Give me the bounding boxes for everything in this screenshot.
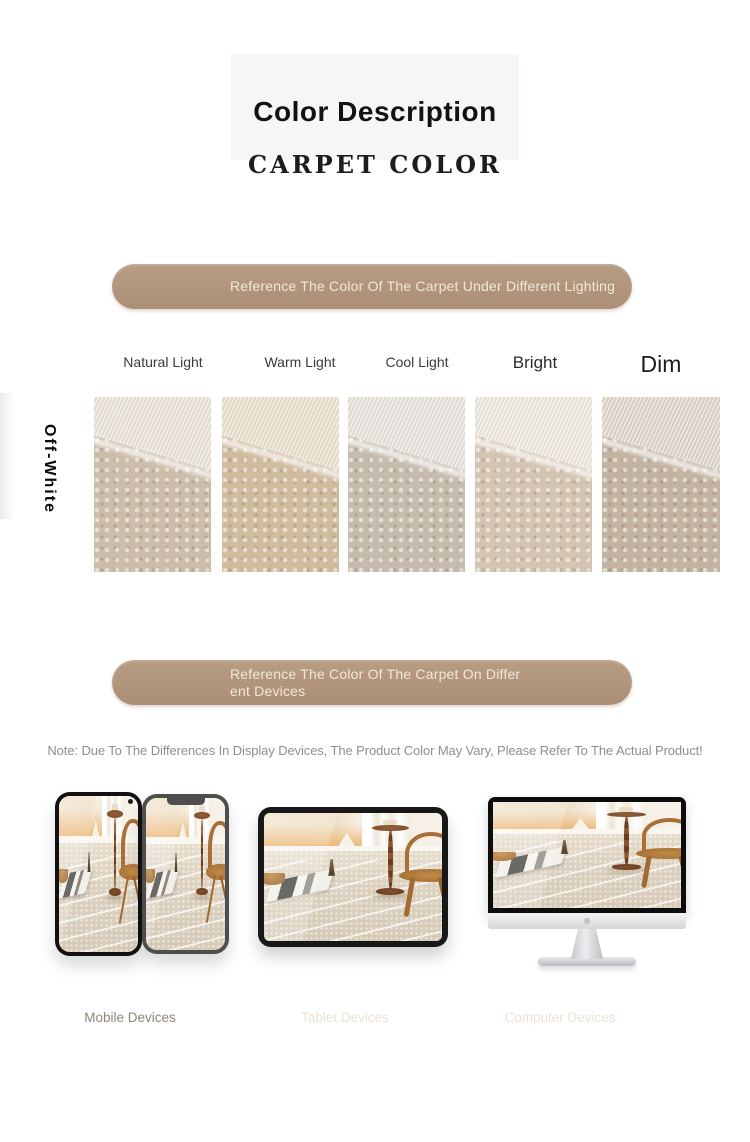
bell-ornament xyxy=(174,853,177,873)
baseboard xyxy=(146,837,225,848)
curtain xyxy=(596,802,647,833)
floor-lamp xyxy=(333,832,360,854)
wooden-chair xyxy=(208,821,225,924)
magazine xyxy=(59,868,92,899)
lighting-banner: Reference The Color Of The Carpet Under Different Lighting xyxy=(112,264,632,309)
side-table xyxy=(192,812,213,909)
device-label-mobile-devices: Mobile Devices xyxy=(84,1010,176,1025)
swatch-fold-highlight xyxy=(602,433,720,483)
baseboard xyxy=(264,846,442,855)
cup xyxy=(383,820,397,827)
carpet-stripes xyxy=(264,860,442,941)
monitor-stand xyxy=(571,929,603,959)
lighting-label-natural-light: Natural Light xyxy=(123,354,203,370)
swatch-fold-highlight xyxy=(475,433,592,482)
cup xyxy=(199,806,205,814)
wooden-chair xyxy=(405,832,442,919)
sunlight-glow xyxy=(146,811,192,842)
carpet xyxy=(264,851,442,941)
magazine xyxy=(146,869,179,900)
camera-icon xyxy=(128,799,133,804)
carpet xyxy=(59,843,138,952)
tablet-screen xyxy=(264,813,442,941)
curtain xyxy=(102,796,123,842)
devices-banner xyxy=(112,660,632,705)
tablet-mockup xyxy=(258,807,448,947)
carpet-swatch-dim xyxy=(602,397,720,572)
carpet-swatch-natural-light xyxy=(94,397,211,572)
cup xyxy=(112,804,118,812)
lighting-label-dim: Dim xyxy=(640,351,682,377)
wall xyxy=(59,796,138,847)
bell-ornament xyxy=(561,840,569,854)
fruit-bowl xyxy=(493,852,516,862)
magazine xyxy=(265,868,334,902)
page-subtitle: CARPET COLOR xyxy=(248,150,502,179)
floor-lamp xyxy=(177,821,189,847)
carpet xyxy=(493,834,681,908)
carpet-stripes xyxy=(59,854,138,952)
cup xyxy=(619,807,634,812)
monitor-screen xyxy=(493,802,681,908)
page-title: Color Description xyxy=(253,96,497,127)
room-scene xyxy=(264,813,442,941)
room-scene xyxy=(493,802,681,908)
color-row-label: Off-White xyxy=(41,424,58,514)
floor-lamp xyxy=(566,818,594,836)
fruit-bowl xyxy=(264,873,285,885)
wooden-chair xyxy=(642,818,681,890)
carpet-stripes xyxy=(146,854,225,950)
sunlight-glow xyxy=(493,811,602,833)
room-scene xyxy=(146,798,225,950)
display-difference-note: Note: Due To The Differences In Display Devices, The Product Color May Vary, Please Refer To The Actual Product! xyxy=(47,743,703,758)
carpet-stripes xyxy=(493,841,681,908)
sunlight-glow xyxy=(59,809,105,841)
swatch-fold-highlight xyxy=(222,433,339,482)
lighting-label-bright: Bright xyxy=(512,353,558,372)
room-scene xyxy=(59,796,138,952)
side-table xyxy=(367,825,413,907)
computer-mockup xyxy=(488,797,686,966)
wall xyxy=(493,802,681,837)
floor-lamp xyxy=(90,820,102,847)
mobile-phone-mockup-2 xyxy=(142,794,229,954)
carpet xyxy=(146,844,225,950)
monitor-bezel xyxy=(488,797,686,913)
left-shade xyxy=(0,393,16,519)
carpet-swatch-bright xyxy=(475,397,592,572)
monitor-chin xyxy=(488,913,686,929)
phone-screen xyxy=(146,798,225,950)
wall xyxy=(264,813,442,855)
logo-icon xyxy=(584,918,590,924)
bell-ornament xyxy=(87,852,90,872)
carpet-swatch-warm-light xyxy=(222,397,339,572)
side-table xyxy=(105,810,126,910)
lighting-label-cool-light: Cool Light xyxy=(385,354,449,370)
device-label-computer-devices: Computer Devices xyxy=(504,1010,616,1025)
wooden-chair xyxy=(121,819,138,925)
fruit-bowl xyxy=(146,869,155,883)
curtain xyxy=(362,813,410,851)
phone-notch xyxy=(167,798,205,805)
sunlight-glow xyxy=(264,824,367,850)
baseboard xyxy=(493,829,681,837)
mobile-phone-mockup-1 xyxy=(55,792,142,956)
fruit-bowl xyxy=(59,869,68,883)
magazine xyxy=(495,846,566,877)
side-table xyxy=(602,812,651,880)
bell-ornament xyxy=(328,859,335,876)
wall xyxy=(146,798,225,848)
devices-banner-line2: ent Devices xyxy=(230,683,306,699)
phone-screen xyxy=(59,796,138,952)
carpet-swatch-cool-light xyxy=(348,397,465,572)
device-label-tablet-devices: Tablet Devices xyxy=(301,1010,389,1025)
lighting-label-warm-light: Warm Light xyxy=(264,354,336,370)
baseboard xyxy=(59,836,138,847)
swatch-fold-highlight xyxy=(94,433,211,482)
swatch-fold-highlight xyxy=(348,433,465,482)
devices-banner-line1: Reference The Color Of The Carpet On Differ xyxy=(230,666,521,682)
